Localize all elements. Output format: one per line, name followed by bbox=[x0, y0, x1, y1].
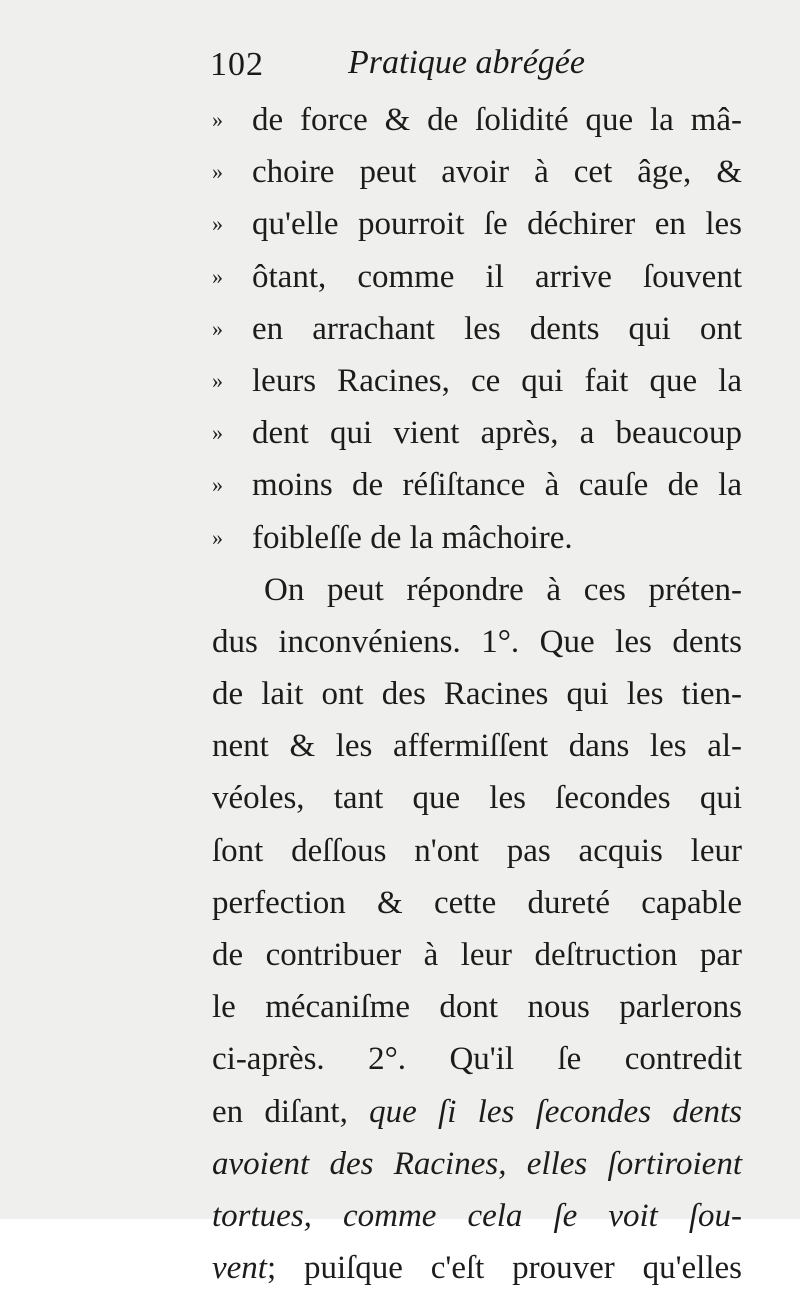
text-line bbox=[212, 459, 742, 511]
line-text bbox=[252, 415, 742, 451]
roman-text: foibleſſe de la mâchoire. bbox=[252, 519, 573, 556]
quote-mark: » bbox=[212, 472, 223, 498]
roman-text: On peut répondre à ces préten- bbox=[264, 571, 742, 608]
italic-text: vent bbox=[212, 1250, 267, 1287]
body-text bbox=[212, 94, 742, 1294]
line-text bbox=[252, 467, 742, 503]
line-text bbox=[212, 885, 742, 921]
quote-mark: » bbox=[212, 367, 223, 393]
line-text bbox=[212, 1250, 742, 1286]
line-text bbox=[212, 989, 742, 1025]
quote-mark: » bbox=[212, 211, 223, 237]
roman-text: de force & de ſolidité que la mâ- bbox=[252, 102, 742, 138]
roman-text: leurs Racines, ce qui fait que la bbox=[252, 362, 742, 399]
text-line bbox=[212, 929, 742, 981]
roman-text: en diſant, bbox=[212, 1093, 370, 1130]
text-line bbox=[212, 251, 742, 303]
line-text bbox=[212, 833, 742, 869]
roman-text: ſont deſſous n'ont pas acquis leur bbox=[212, 832, 742, 869]
roman-text: qu'elle pourroit ſe déchirer en les bbox=[252, 206, 742, 243]
line-text bbox=[252, 520, 573, 556]
line-text bbox=[212, 1198, 742, 1234]
roman-text: le mécaniſme dont nous parlerons bbox=[212, 989, 742, 1026]
line-text bbox=[212, 1041, 742, 1077]
text-line bbox=[212, 668, 742, 720]
quote-mark: » bbox=[212, 159, 223, 185]
quote-mark: » bbox=[212, 107, 223, 132]
line-text bbox=[252, 363, 742, 399]
text-line bbox=[212, 825, 742, 877]
text-line bbox=[212, 355, 742, 407]
roman-text: choire peut avoir à cet âge, & bbox=[252, 154, 742, 191]
roman-text: perfection & cette dureté capable bbox=[212, 884, 742, 921]
text-line bbox=[212, 94, 742, 146]
line-text bbox=[252, 154, 742, 190]
quote-mark: » bbox=[212, 263, 223, 289]
italic-text: avoient des Racines, elles ſortiroient bbox=[212, 1145, 742, 1182]
roman-text: dent qui vient après, a beaucoup bbox=[252, 415, 742, 452]
line-text bbox=[252, 259, 742, 295]
text-line bbox=[212, 616, 742, 668]
text-line bbox=[212, 146, 742, 198]
roman-text: ôtant, comme il arrive ſouvent bbox=[252, 258, 742, 295]
running-title: Pratique abrégée bbox=[348, 44, 585, 81]
line-text bbox=[212, 1146, 742, 1182]
text-line bbox=[212, 772, 742, 824]
line-text bbox=[212, 728, 742, 764]
roman-text: de contribuer à leur deſtruction par bbox=[212, 937, 742, 973]
text-line bbox=[212, 877, 742, 929]
text-line bbox=[212, 1190, 742, 1242]
text-line bbox=[212, 198, 742, 250]
line-text bbox=[212, 1094, 742, 1130]
roman-text: ci-après. 2°. Qu'il ſe contredit bbox=[212, 1041, 742, 1078]
text-line bbox=[212, 1033, 742, 1085]
page-header bbox=[210, 42, 750, 92]
roman-text: ; puiſque c'eſt prouver qu'elles bbox=[266, 1250, 742, 1287]
line-text bbox=[252, 206, 742, 242]
italic-text: tortues, comme cela ſe voit ſou- bbox=[212, 1197, 742, 1234]
line-text bbox=[212, 676, 742, 712]
line-text bbox=[252, 311, 742, 347]
page-number: 102 bbox=[210, 46, 264, 83]
quote-mark: » bbox=[212, 420, 223, 446]
quote-mark: » bbox=[212, 315, 223, 341]
line-text bbox=[212, 937, 742, 973]
text-line bbox=[212, 512, 742, 564]
text-line bbox=[212, 303, 742, 355]
roman-text: moins de réſiſtance à cauſe de la bbox=[252, 467, 742, 504]
roman-text: en arrachant les dents qui ont bbox=[252, 310, 742, 347]
line-text bbox=[212, 624, 742, 660]
text-line bbox=[212, 407, 742, 459]
line-text bbox=[212, 780, 742, 816]
roman-text: dus inconvéniens. 1°. Que les dents bbox=[212, 623, 742, 660]
line-text bbox=[264, 572, 742, 608]
roman-text: véoles, tant que les ſecondes qui bbox=[212, 780, 742, 817]
roman-text: nent & les affermiſſent dans les al- bbox=[212, 728, 742, 765]
roman-text: de lait ont des Racines qui les tien- bbox=[212, 676, 742, 713]
text-line bbox=[212, 1086, 742, 1138]
quote-mark: » bbox=[212, 524, 223, 550]
text-line bbox=[212, 720, 742, 772]
line-text bbox=[252, 102, 742, 138]
text-line bbox=[212, 1242, 742, 1294]
italic-text: que ſi les ſecondes dents bbox=[369, 1093, 742, 1130]
text-line bbox=[212, 564, 742, 616]
text-line bbox=[212, 981, 742, 1033]
text-line bbox=[212, 1138, 742, 1190]
